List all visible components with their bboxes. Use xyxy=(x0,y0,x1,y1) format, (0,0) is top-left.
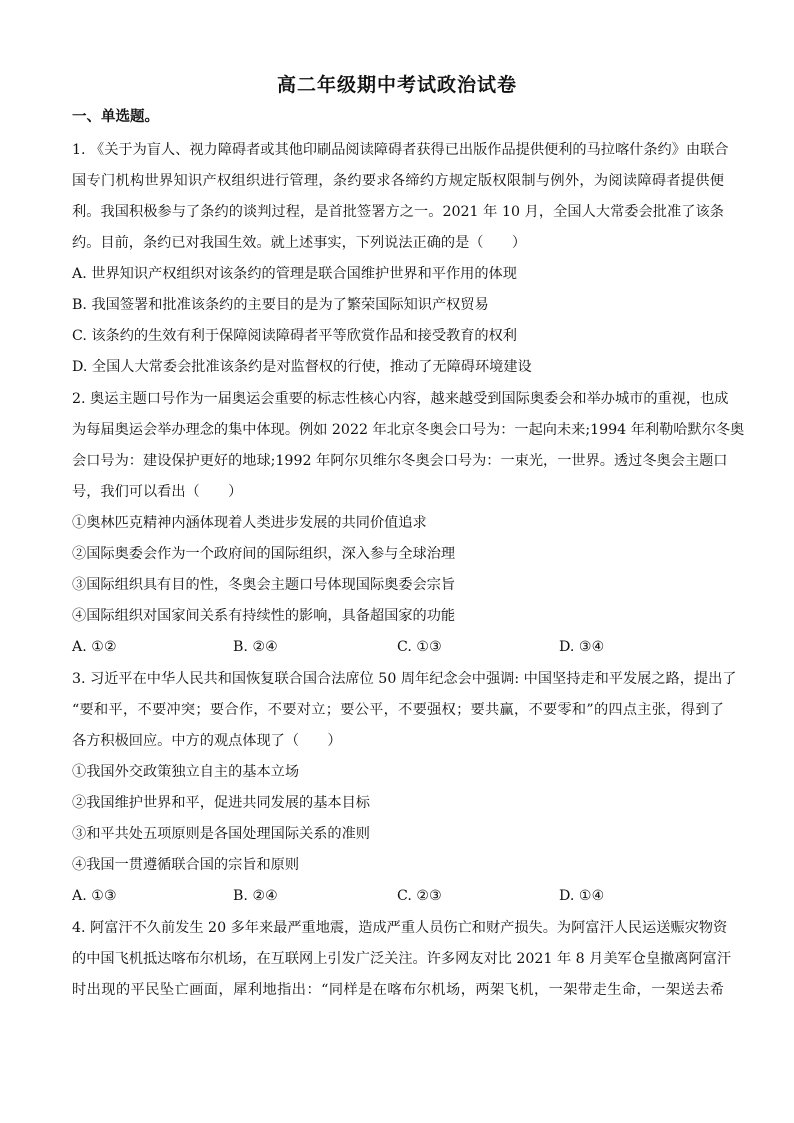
question-text-line: 约。目前，条约已对我国生效。就上述事实，下列说法正确的是（ ） xyxy=(72,235,527,251)
answer-option-d: D. ③④ xyxy=(559,639,605,655)
section-heading: 一、单选题。 xyxy=(72,108,159,125)
question-text-line: 1. 《关于为盲人、视力障碍者或其他印刷品阅读障碍者获得已出版作品提供便利的马拉喀什条约》由联合 xyxy=(72,142,729,158)
question-text-line: “要和平，不要冲突；要合作，不要对立；要公平，不要强权；要共赢，不要零和”的四点主张，得到了 xyxy=(72,702,724,718)
answer-option-c: C. ②③ xyxy=(397,888,442,904)
statement-item: ①奥林匹克精神内涵体现着人类进步发展的共同价值追求 xyxy=(72,515,427,531)
question-text-line: 各方积极回应。中方的观点体现了（ ） xyxy=(72,733,342,749)
answer-options-row xyxy=(72,632,724,663)
question-text-line: 3. 习近平在中华人民共和国恢复联合国合法席位 50 周年纪念会中强调: 中国坚持走和平发展之路，提出了 xyxy=(72,671,737,687)
question-text-line: 号，我们可以看出（ ） xyxy=(72,484,243,500)
question-text-line: 时出现的平民坠亡画面，犀利地指出：“同样是在喀布尔机场，两架飞机，一架带走生命，一架送去希 xyxy=(72,982,724,998)
statement-item: ②我国维护世界和平，促进共同发展的基本目标 xyxy=(72,795,370,811)
answer-option-b: B. ②④ xyxy=(233,639,278,655)
question-4 xyxy=(72,913,732,1006)
answer-option: C. 该条约的生效有利于保障阅读障碍者平等欣赏作品和接受教育的权利 xyxy=(72,328,517,344)
answer-option: A. 世界知识产权组织对该条约的管理是联合国维护世界和平作用的体现 xyxy=(72,266,517,282)
answer-options-row xyxy=(72,881,724,912)
question-1 xyxy=(72,135,729,383)
question-text-line: 利。我国积极参与了条约的谈判过程，是首批签署方之一。2021 年 10 月，全国人大常委会批准了该条 xyxy=(72,204,724,220)
question-text-line: 4. 阿富汗不久前发生 20 多年来最严重地震，造成严重人员伤亡和财产损失。为阿富汗人民运送赈灾物资 xyxy=(72,920,728,936)
statement-item: ②国际奥委会作为一个政府间的国际组织，深入参与全球治理 xyxy=(72,546,456,562)
question-3 xyxy=(72,664,737,912)
question-text-line: 2. 奥运主题口号作为一届奥运会重要的标志性核心内容，越来越受到国际奥委会和举办城市的重视，也成 xyxy=(72,391,729,407)
answer-option: B. 我国签署和批准该条约的主要目的是为了繁荣国际知识产权贸易 xyxy=(72,297,489,313)
question-text-line: 为每届奥运会举办理念的集中体现。例如 2022 年北京冬奥会口号为：一起向未来;1994 年利勒哈默尔冬奥 xyxy=(72,422,745,438)
question-text-line: 会口号为：建设保护更好的地球;1992 年阿尔贝维尔冬奥会口号为：一束光，一世界。透过冬奥会主题口 xyxy=(72,453,728,469)
question-text-line: 的中国飞机抵达喀布尔机场，在互联网上引发广泛关注。许多网友对比 2021 年 8 月美军仓皇撤离阿富汗 xyxy=(72,951,732,967)
statement-item: ①我国外交政策独立自主的基本立场 xyxy=(72,764,300,780)
answer-option-a: A. ①② xyxy=(72,639,117,655)
question-2 xyxy=(72,384,745,663)
statement-item: ③国际组织具有目的性，冬奥会主题口号体现国际奥委会宗旨 xyxy=(72,577,456,593)
statement-item: ④我国一贯遵循联合国的宗旨和原则 xyxy=(72,857,300,873)
answer-option-a: A. ①③ xyxy=(72,888,117,904)
statement-item: ③和平共处五项原则是各国处理国际关系的准则 xyxy=(72,826,370,842)
page-title: 高二年级期中考试政治试卷 xyxy=(276,74,517,96)
answer-option-c: C. ①③ xyxy=(397,639,442,655)
statement-item: ④国际组织对国家间关系有持续性的影响，具备超国家的功能 xyxy=(72,608,456,624)
answer-option-b: B. ②④ xyxy=(233,888,278,904)
answer-option: D. 全国人大常委会批准该条约是对监督权的行使，推动了无障碍环境建设 xyxy=(72,359,532,375)
answer-option-d: D. ①④ xyxy=(559,888,605,904)
question-text-line: 国专门机构世界知识产权组织进行管理，条约要求各缔约方规定版权限制与例外，为阅读障碍者提供便 xyxy=(72,173,724,189)
